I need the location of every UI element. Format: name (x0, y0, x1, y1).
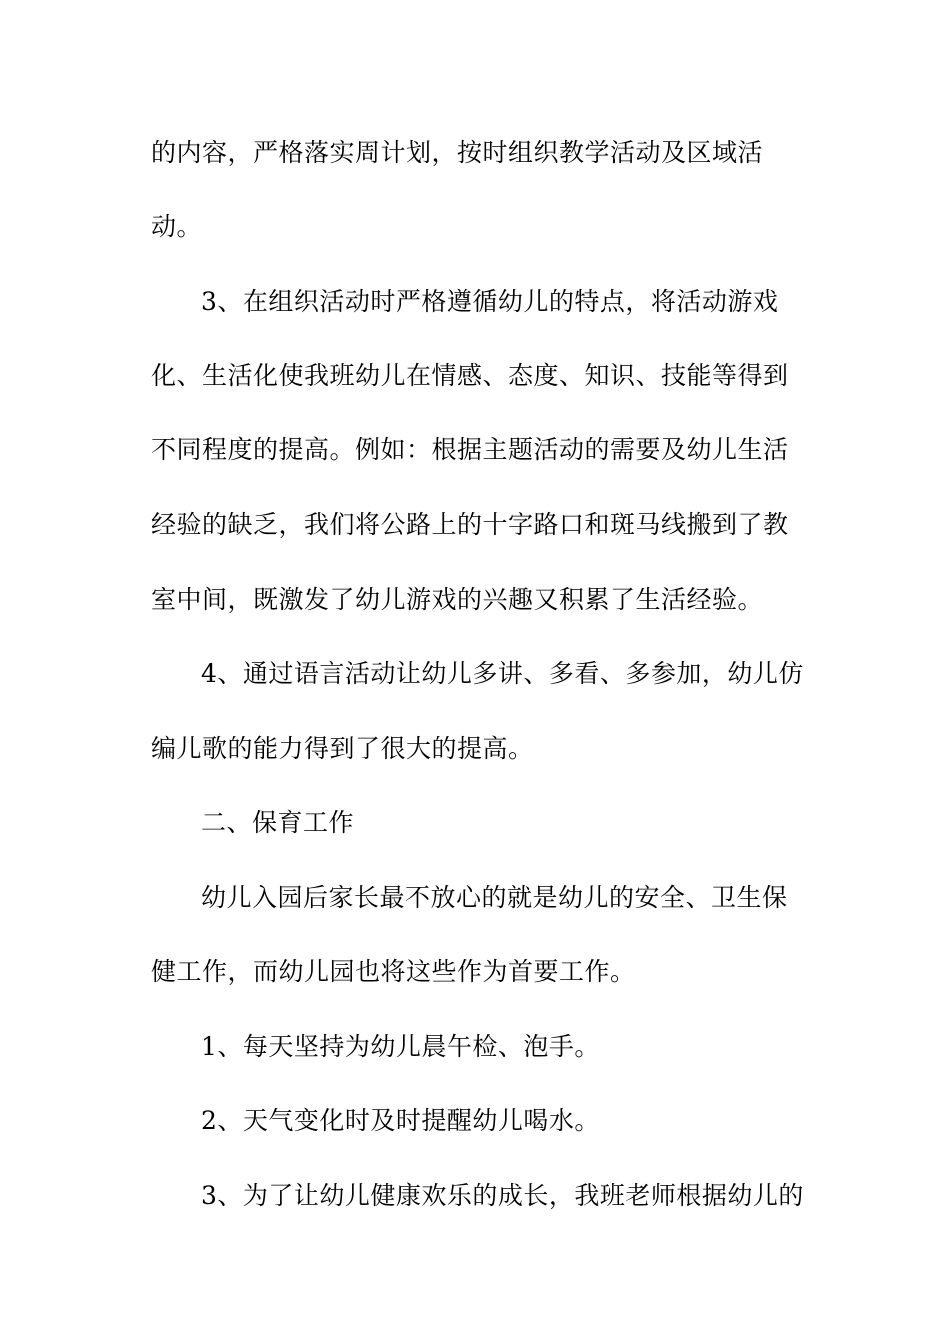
list-item: 1、每天坚持为幼儿晨午检、泡手。 (201, 1032, 600, 1061)
text-line: 健工作，而幼儿园也将这些作为首要工作。 (151, 957, 636, 986)
paragraph-first-line: 3、在组织活动时严格遵循幼儿的特点，将活动游戏 (201, 287, 779, 316)
section-heading: 二、保育工作 (201, 808, 355, 837)
text-line: 编儿歌的能力得到了很大的提高。 (151, 734, 534, 763)
text-line: 动。 (151, 212, 203, 241)
text-line: 的内容，严格落实周计划，按时组织教学活动及区域活 (151, 138, 764, 167)
list-item: 2、天气变化时及时提醒幼儿喝水。 (201, 1106, 600, 1135)
paragraph-first-line: 4、通过语言活动让幼儿多讲、多看、多参加，幼儿仿 (201, 659, 804, 688)
paragraph-first-line: 3、为了让幼儿健康欢乐的成长，我班老师根据幼儿的 (201, 1181, 804, 1210)
text-line: 经验的缺乏，我们将公路上的十字路口和斑马线搬到了教 (151, 510, 789, 539)
paragraph-first-line: 幼儿入园后家长最不放心的就是幼儿的安全、卫生保 (201, 883, 788, 912)
text-line: 不同程度的提高。例如：根据主题活动的需要及幼儿生活 (151, 435, 789, 464)
text-line: 室中间，既激发了幼儿游戏的兴趣又积累了生活经验。 (151, 585, 764, 614)
text-line: 化、生活化使我班幼儿在情感、态度、知识、技能等得到 (151, 361, 789, 390)
